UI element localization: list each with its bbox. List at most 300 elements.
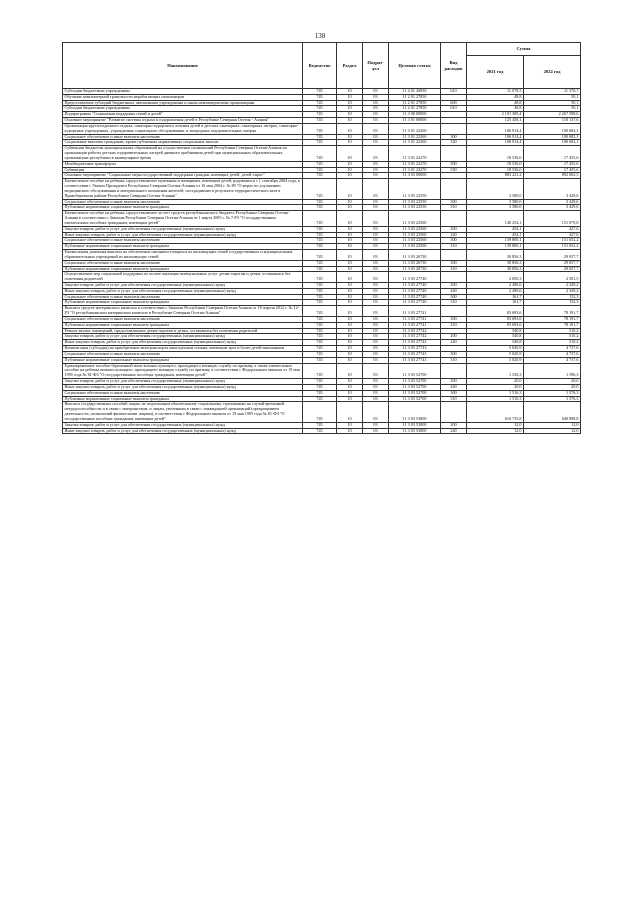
sum-2021-cell: 83 693,6 [467, 306, 524, 317]
subsection-cell: 03 [363, 232, 389, 238]
table-row [63, 179, 581, 199]
table-row [63, 112, 581, 118]
ministry-cell: 745 [303, 226, 337, 232]
sum-2021-cell: 83 693,6 [467, 316, 524, 322]
expense-type-cell [441, 146, 467, 161]
sum-2022-cell: 100 682,1 [524, 140, 581, 146]
sum-2022-cell: 17 455,6 [524, 161, 581, 167]
name-cell: Закупка товаров, работ и услуг для обеспечения государственных (муниципальных) нужд [63, 226, 303, 232]
header-expense-type: Вид расходов [441, 43, 467, 89]
subsection-cell: 03 [363, 363, 389, 378]
expense-type-cell: 200 [441, 422, 467, 428]
target-article-cell: 11 3 03 26730 [389, 260, 441, 266]
name-cell: Социальное обеспечение и иные выплаты населению [63, 260, 303, 266]
ministry-cell: 745 [303, 402, 337, 422]
expense-type-cell: 240 [441, 428, 467, 434]
sum-2022-cell: 17 455,6 [524, 167, 581, 173]
sum-2022-cell: 1 596,3 [524, 363, 581, 378]
name-cell: Компенсация (субсидия) на приобретение автотранспорта многодетным семьям, имеющим трех и более детей-школьников [63, 346, 303, 352]
subsection-cell: 03 [363, 173, 389, 179]
ministry-cell: 745 [303, 340, 337, 346]
subsection-cell: 03 [363, 328, 389, 334]
subsection-cell: 03 [363, 199, 389, 205]
expense-type-cell [441, 363, 467, 378]
sum-2021-cell: 161,7 [467, 300, 524, 306]
name-cell: Осуществление мер социальной поддержки по оплате жилищно-коммунальных услуг детям-сиротам и детям, оставшимся без попечения родителей [63, 272, 303, 283]
sum-2022-cell: 510,2 [524, 340, 581, 346]
section-cell: 10 [337, 123, 363, 134]
expense-type-cell [441, 250, 467, 261]
name-cell: Иные закупки товаров, работ и услуг для обеспечения государственных (муниципальных) нужд [63, 428, 303, 434]
target-article-cell: 11 3 03 27742 [389, 328, 441, 334]
ministry-cell: 745 [303, 112, 337, 118]
subsection-cell: 03 [363, 226, 389, 232]
sum-2022-cell: 20,0 [524, 379, 581, 385]
sum-2022-cell: 3 429,6 [524, 205, 581, 211]
sum-2022-cell: 427,6 [524, 232, 581, 238]
section-cell: 10 [337, 173, 363, 179]
expense-type-cell: 300 [441, 294, 467, 300]
target-article-cell: 11 3 03 53800 [389, 422, 441, 428]
name-cell: Ежемесячная денежная выплата на обеспечение питанием учащихся из малоимущих семей государственных и муниципальных образовательных учреждений из малоимущих семей [63, 250, 303, 261]
target-article-cell: 11 3 03 26730 [389, 250, 441, 261]
ministry-cell: 745 [303, 379, 337, 385]
sum-2022-cell: 152,3 [524, 294, 581, 300]
name-cell: Закупка товаров, работ и услуг для обеспечения государственных (муниципальных) нужд [63, 422, 303, 428]
subsection-cell: 03 [363, 167, 389, 173]
sum-2022-cell: 50,1 [524, 94, 581, 100]
ministry-cell: 745 [303, 89, 337, 95]
sum-2022-cell: 20,0 [524, 384, 581, 390]
section-cell: 10 [337, 226, 363, 232]
sum-2022-cell: 11 370,7 [524, 89, 581, 95]
name-cell: Ремонт жилых помещений, предоставленных детям-сиротам и детям, оставшимся без попечения родителей [63, 328, 303, 334]
table-row [63, 250, 581, 261]
section-cell: 10 [337, 363, 363, 378]
section-cell: 10 [337, 211, 363, 226]
ministry-cell: 745 [303, 300, 337, 306]
name-cell: Публичные нормативные социальные выплаты гражданам [63, 357, 303, 363]
sum-2021-cell: 2 191 309,4 [467, 112, 524, 118]
expense-type-cell [441, 123, 467, 134]
sum-2022-cell: 427,6 [524, 226, 581, 232]
table-row [63, 363, 581, 378]
target-article-cell: 11 3 03 27740 [389, 282, 441, 288]
subsection-cell: 03 [363, 112, 389, 118]
sum-2021-cell: 139 800,1 [467, 238, 524, 244]
sum-2021-cell: 20,0 [467, 384, 524, 390]
ministry-cell: 745 [303, 100, 337, 106]
subsection-cell: 03 [363, 428, 389, 434]
name-cell: Иные закупки товаров, работ и услуг для обеспечения государственных (муниципальных) нужд [63, 340, 303, 346]
subsection-cell: 03 [363, 140, 389, 146]
sum-2021-cell: 18 536,0 [467, 161, 524, 167]
expense-type-cell: 300 [441, 238, 467, 244]
subsection-cell: 03 [363, 351, 389, 357]
expense-type-cell [441, 179, 467, 199]
name-cell: Основное мероприятие "Социальные меры государственной поддержки граждан, имеющих детей, детей-сирот" [63, 173, 303, 179]
subsection-cell: 03 [363, 238, 389, 244]
expense-type-cell [441, 306, 467, 317]
section-cell: 10 [337, 140, 363, 146]
name-cell: Социальное обеспечение и иные выплаты населению [63, 134, 303, 140]
section-cell: 10 [337, 428, 363, 434]
section-cell: 10 [337, 306, 363, 317]
subsection-cell: 03 [363, 384, 389, 390]
expense-type-cell: 300 [441, 134, 467, 140]
target-article-cell: 11 3 03 00000 [389, 173, 441, 179]
ministry-cell: 745 [303, 134, 337, 140]
sum-2022-cell: 118 137,6 [524, 118, 581, 124]
sum-2021-cell: 18 536,0 [467, 167, 524, 173]
ministry-cell: 745 [303, 306, 337, 317]
table-row [63, 211, 581, 226]
expense-type-cell: 200 [441, 226, 467, 232]
sum-2022-cell: 100 682,1 [524, 134, 581, 140]
name-cell: Субвенции бюджетам муниципальных образований на осуществление полномочий Республики Северная Осетия-Алания по организации работы детских оздоровительных лагерей дневного пребывания детей при муниципальных образовательных организациях республики в каникулярное время [63, 146, 303, 161]
sum-2022-cell: 50,1 [524, 100, 581, 106]
sum-2022-cell: 2 501,5 [524, 272, 581, 283]
target-article-cell: 11 3 03 22560 [389, 211, 441, 226]
target-article-cell: 11 3 03 27740 [389, 288, 441, 294]
header-year-2022: 2022 год [524, 56, 581, 89]
sum-2022-cell: 892 002,3 [524, 173, 581, 179]
name-cell: Социальное обеспечение и иные выплаты населению [63, 294, 303, 300]
subsection-cell: 03 [363, 123, 389, 134]
ministry-cell: 745 [303, 396, 337, 402]
target-article-cell: 11 3 03 52700 [389, 396, 441, 402]
subsection-cell: 03 [363, 396, 389, 402]
sum-2022-cell: 17 455,6 [524, 146, 581, 161]
section-cell: 10 [337, 112, 363, 118]
sum-2021-cell: 140 254,1 [467, 211, 524, 226]
sum-2021-cell: 30 856,3 [467, 260, 524, 266]
target-article-cell: 11 3 03 22550 [389, 179, 441, 199]
header-target-article: Целевая статья [389, 43, 441, 89]
section-cell: 10 [337, 328, 363, 334]
section-cell: 10 [337, 316, 363, 322]
sum-2021-cell: 616 735,8 [467, 402, 524, 422]
sum-2021-cell: 3 580,0 [467, 179, 524, 199]
target-article-cell: 11 3 03 22560 [389, 226, 441, 232]
section-cell: 10 [337, 238, 363, 244]
subsection-cell: 03 [363, 422, 389, 428]
target-article-cell: 11 3 03 27743 [389, 346, 441, 352]
sum-2021-cell: 106 914,4 [467, 123, 524, 134]
expense-type-cell: 310 [441, 266, 467, 272]
sum-2022-cell: 3 429,6 [524, 199, 581, 205]
expense-type-cell: 300 [441, 199, 467, 205]
target-article-cell: 11 3 03 52700 [389, 379, 441, 385]
sum-2022-cell: 151 652,2 [524, 238, 581, 244]
name-cell: Организация круглогодичного отдыха, санаторно-курортного лечения детей в детских санаториях, санаторных лагерях, санаторно-курортных учреждениях, учреждениях социального обслуживания, в загородных оздоровительных лагерях [63, 123, 303, 134]
name-cell: Выплата средств материнского капитала в соответствии с Законом Республики Северная Осетия-Алания от 18 апреля 2012 г. № 12-РЗ "О республиканском материнском капитале в Республике Северная Осетия-Алания" [63, 306, 303, 317]
sum-2021-cell: 883 221,2 [467, 173, 524, 179]
sum-2021-cell: 30 856,3 [467, 266, 524, 272]
sum-2021-cell: 18 536,0 [467, 146, 524, 161]
target-article-cell: 11 3 03 22550 [389, 205, 441, 211]
subsection-cell: 03 [363, 294, 389, 300]
sum-2021-cell: 5 020,9 [467, 351, 524, 357]
section-cell: 10 [337, 334, 363, 340]
ministry-cell: 745 [303, 351, 337, 357]
expense-type-cell: 310 [441, 244, 467, 250]
ministry-cell: 745 [303, 316, 337, 322]
sum-2021-cell: 3 580,0 [467, 199, 524, 205]
sum-2022-cell: 12,0 [524, 422, 581, 428]
ministry-cell: 745 [303, 179, 337, 199]
sum-2022-cell: 2 349,2 [524, 282, 581, 288]
target-article-cell: 11 3 03 52700 [389, 390, 441, 396]
table-row [63, 306, 581, 317]
name-cell: Субсидии бюджетным учреждениям [63, 89, 303, 95]
ministry-cell: 745 [303, 211, 337, 226]
target-article-cell: 11 3 00 00000 [389, 112, 441, 118]
name-cell: Социальное обеспечение и иные выплаты населению [63, 316, 303, 322]
subsection-cell: 03 [363, 244, 389, 250]
expense-type-cell: 300 [441, 390, 467, 396]
ministry-cell: 745 [303, 328, 337, 334]
target-article-cell: 11 3 03 27740 [389, 272, 441, 283]
ministry-cell: 745 [303, 357, 337, 363]
sum-2021-cell: 48,8 [467, 100, 524, 106]
section-cell: 10 [337, 379, 363, 385]
sum-2022-cell: 50,1 [524, 106, 581, 112]
target-article-cell: 11 3 03 22560 [389, 244, 441, 250]
expense-type-cell: 300 [441, 316, 467, 322]
ministry-cell: 745 [303, 161, 337, 167]
sum-2022-cell: 4 737,6 [524, 357, 581, 363]
ministry-cell: 745 [303, 294, 337, 300]
target-article-cell: 11 3 03 27740 [389, 300, 441, 306]
sum-2022-cell: 2 349,2 [524, 288, 581, 294]
ministry-cell: 745 [303, 205, 337, 211]
section-cell: 10 [337, 422, 363, 428]
section-cell: 10 [337, 266, 363, 272]
name-cell: Ежемесячное пособие на ребенка, предоставляемое за счет средств республиканского бюджета Республики Северная Осетия-Алания в соответствии с Законом Республики Северная Осетия-Алания от 1 марта 2005 г. № 7-РЗ "О государственных ежемесячных пособиях гражданам, имеющим детей" [63, 211, 303, 226]
sum-2022-cell: 78 191,7 [524, 306, 581, 317]
ministry-cell: 745 [303, 282, 337, 288]
subsection-cell: 03 [363, 346, 389, 352]
section-cell: 10 [337, 205, 363, 211]
name-cell: Основное мероприятие "Развитие системы отдыха и оздоровления детей в Республике Северная Осетия - Алания" [63, 118, 303, 124]
ministry-cell: 745 [303, 322, 337, 328]
name-cell: Закупка товаров, работ и услуг для обеспечения государственных (муниципальных) нужд [63, 282, 303, 288]
section-cell: 10 [337, 390, 363, 396]
sum-2021-cell: 2 490,6 [467, 288, 524, 294]
target-article-cell: 11 3 03 22550 [389, 199, 441, 205]
subsection-cell: 03 [363, 161, 389, 167]
ministry-cell: 745 [303, 199, 337, 205]
table-row [63, 428, 581, 434]
expense-type-cell: 200 [441, 379, 467, 385]
section-cell: 10 [337, 396, 363, 402]
name-cell: Публичные нормативные социальные выплаты гражданам [63, 322, 303, 328]
name-cell: Иные закупки товаров, работ и услуг для обеспечения государственных (муниципальных) нужд [63, 384, 303, 390]
ministry-cell: 745 [303, 94, 337, 100]
subsection-cell: 03 [363, 334, 389, 340]
target-article-cell: 11 3 03 22560 [389, 232, 441, 238]
sum-2022-cell: 29 057,7 [524, 250, 581, 261]
sum-2021-cell: 161,7 [467, 294, 524, 300]
subsection-cell: 03 [363, 94, 389, 100]
name-cell: Единовременное пособие беременной жене военнослужащего, проходящего военную службу по призыву, а также ежемесячное пособие на ребенка военнослужащего, проходящего военную службу по призыву, в соответствии с Федеральным законом от 19 мая 1995 года № 81-ФЗ "О государственных пособиях гражданам, имеющим детей" [63, 363, 303, 378]
ministry-cell: 745 [303, 266, 337, 272]
expense-type-cell: 310 [441, 357, 467, 363]
name-cell: Закупка товаров, работ и услуг для обеспечения государственных (муниципальных) нужд [63, 379, 303, 385]
subsection-cell: 03 [363, 118, 389, 124]
sum-2021-cell: 540,8 [467, 328, 524, 334]
name-cell: Выплата государственных пособий лицам, не подлежащим обязательному социальному страхованию на случай временной нетрудоспособности и в связи с материнством, и лицам, уволенным в связи с ликвидацией организаций (прекращением деятельности, полномочий физическими лицами), в соответствии с Федеральным законом от 19 мая 1995 года № 81-ФЗ "О государственных пособиях гражданам, имеющим детей" [63, 402, 303, 422]
section-cell: 10 [337, 294, 363, 300]
section-cell: 10 [337, 89, 363, 95]
name-cell: Социальное обеспечение и иные выплаты населению [63, 351, 303, 357]
expense-type-cell: 610 [441, 106, 467, 112]
budget-table [62, 42, 581, 434]
ministry-cell: 745 [303, 390, 337, 396]
subsection-cell: 03 [363, 282, 389, 288]
target-article-cell: 11 2 01 27850 [389, 106, 441, 112]
ministry-cell: 745 [303, 288, 337, 294]
sum-2021-cell: 540,8 [467, 340, 524, 346]
table-body [63, 89, 581, 434]
section-cell: 10 [337, 260, 363, 266]
name-cell: Социальное обеспечение и иные выплаты населению [63, 199, 303, 205]
ministry-cell: 745 [303, 167, 337, 173]
ministry-cell: 745 [303, 146, 337, 161]
section-cell: 10 [337, 244, 363, 250]
subsection-cell: 03 [363, 288, 389, 294]
subsection-cell: 03 [363, 106, 389, 112]
section-cell: 10 [337, 100, 363, 106]
expense-type-cell: 300 [441, 260, 467, 266]
target-article-cell: 11 3 01 22260 [389, 140, 441, 146]
ministry-cell: 745 [303, 428, 337, 434]
expense-type-cell: 200 [441, 282, 467, 288]
target-article-cell: 11 2 01 26830 [389, 89, 441, 95]
name-cell: Субвенции [63, 167, 303, 173]
name-cell: Иные закупки товаров, работ и услуг для обеспечения государственных (муниципальных) нужд [63, 232, 303, 238]
sum-2021-cell: 2 650,3 [467, 272, 524, 283]
name-cell: Иные закупки товаров, работ и услуг для обеспечения государственных (муниципальных) нужд [63, 288, 303, 294]
sum-2021-cell: 125 458,1 [467, 118, 524, 124]
sum-2021-cell: 5 020,9 [467, 346, 524, 352]
ministry-cell: 745 [303, 272, 337, 283]
name-cell: Публичные нормативные социальные выплаты гражданам [63, 300, 303, 306]
target-article-cell: 11 3 01 22260 [389, 123, 441, 134]
sum-2021-cell: 83 693,6 [467, 322, 524, 328]
ministry-cell: 745 [303, 334, 337, 340]
target-article-cell: 11 3 01 22270 [389, 146, 441, 161]
section-cell: 10 [337, 288, 363, 294]
sum-2021-cell: 20,0 [467, 379, 524, 385]
name-cell: Предоставление субсидий бюджетным, автономным учреждениям и иным некоммерческим организациям [63, 100, 303, 106]
subsection-cell: 03 [363, 211, 389, 226]
expense-type-cell: 310 [441, 300, 467, 306]
section-cell: 10 [337, 322, 363, 328]
target-article-cell: 11 3 03 27743 [389, 351, 441, 357]
target-article-cell: 11 3 03 26730 [389, 266, 441, 272]
page-number: 138 [314, 32, 326, 40]
name-cell: Публичные нормативные социальные выплаты гражданам [63, 266, 303, 272]
ministry-cell: 745 [303, 173, 337, 179]
ministry-cell: 745 [303, 238, 337, 244]
table-row [63, 402, 581, 422]
table-row [63, 123, 581, 134]
sum-2021-cell: 2 490,6 [467, 282, 524, 288]
expense-type-cell: 600 [441, 100, 467, 106]
expense-type-cell: 240 [441, 288, 467, 294]
subsection-cell: 03 [363, 402, 389, 422]
sum-2022-cell: 29 057,7 [524, 260, 581, 266]
sum-2021-cell: 12,0 [467, 422, 524, 428]
section-cell: 10 [337, 250, 363, 261]
subsection-cell: 03 [363, 266, 389, 272]
name-cell: Межбюджетные трансферты [63, 161, 303, 167]
section-cell: 10 [337, 384, 363, 390]
section-cell: 10 [337, 118, 363, 124]
subsection-cell: 03 [363, 100, 389, 106]
subsection-cell: 03 [363, 322, 389, 328]
header-name: Наименование [63, 43, 303, 89]
sum-2022-cell: 640 898,8 [524, 402, 581, 422]
sum-2021-cell: 30 856,3 [467, 250, 524, 261]
name-cell: Обучение компьютерной грамотности неработающих пенсионеров [63, 94, 303, 100]
section-cell: 10 [337, 199, 363, 205]
subsection-cell: 03 [363, 89, 389, 95]
ministry-cell: 745 [303, 250, 337, 261]
ministry-cell: 745 [303, 140, 337, 146]
ministry-cell: 745 [303, 123, 337, 134]
sum-2021-cell: 106 914,4 [467, 140, 524, 146]
section-cell: 10 [337, 357, 363, 363]
ministry-cell: 745 [303, 244, 337, 250]
expense-type-cell: 320 [441, 140, 467, 146]
name-cell: Публичные нормативные социальные выплаты гражданам [63, 244, 303, 250]
target-article-cell: 11 3 03 27741 [389, 316, 441, 322]
expense-type-cell [441, 211, 467, 226]
sum-2022-cell: 151 652,2 [524, 244, 581, 250]
section-cell: 10 [337, 340, 363, 346]
target-article-cell: 11 3 03 52700 [389, 384, 441, 390]
sum-2022-cell: 3 429,6 [524, 179, 581, 199]
sum-2021-cell: 454,1 [467, 226, 524, 232]
name-cell: Социальное обеспечение и иные выплаты населению [63, 390, 303, 396]
ministry-cell: 745 [303, 346, 337, 352]
sum-2022-cell: 510,2 [524, 334, 581, 340]
sum-2021-cell: 540,8 [467, 334, 524, 340]
sum-2022-cell: 4 737,6 [524, 346, 581, 352]
target-article-cell: 11 3 03 27742 [389, 334, 441, 340]
expense-type-cell: 310 [441, 322, 467, 328]
header-section: Раздел [337, 43, 363, 89]
section-cell: 10 [337, 179, 363, 199]
sum-2021-cell: 1 516,3 [467, 390, 524, 396]
ministry-cell: 745 [303, 422, 337, 428]
table-row [63, 272, 581, 283]
subsection-cell: 03 [363, 272, 389, 283]
expense-type-cell: 530 [441, 167, 467, 173]
section-cell: 10 [337, 351, 363, 357]
subsection-cell: 03 [363, 306, 389, 317]
section-cell: 10 [337, 94, 363, 100]
section-cell: 10 [337, 106, 363, 112]
sum-2021-cell: 106 914,4 [467, 134, 524, 140]
sum-2022-cell: 78 191,7 [524, 322, 581, 328]
section-cell: 10 [337, 402, 363, 422]
expense-type-cell: 610 [441, 89, 467, 95]
ministry-cell: 745 [303, 232, 337, 238]
